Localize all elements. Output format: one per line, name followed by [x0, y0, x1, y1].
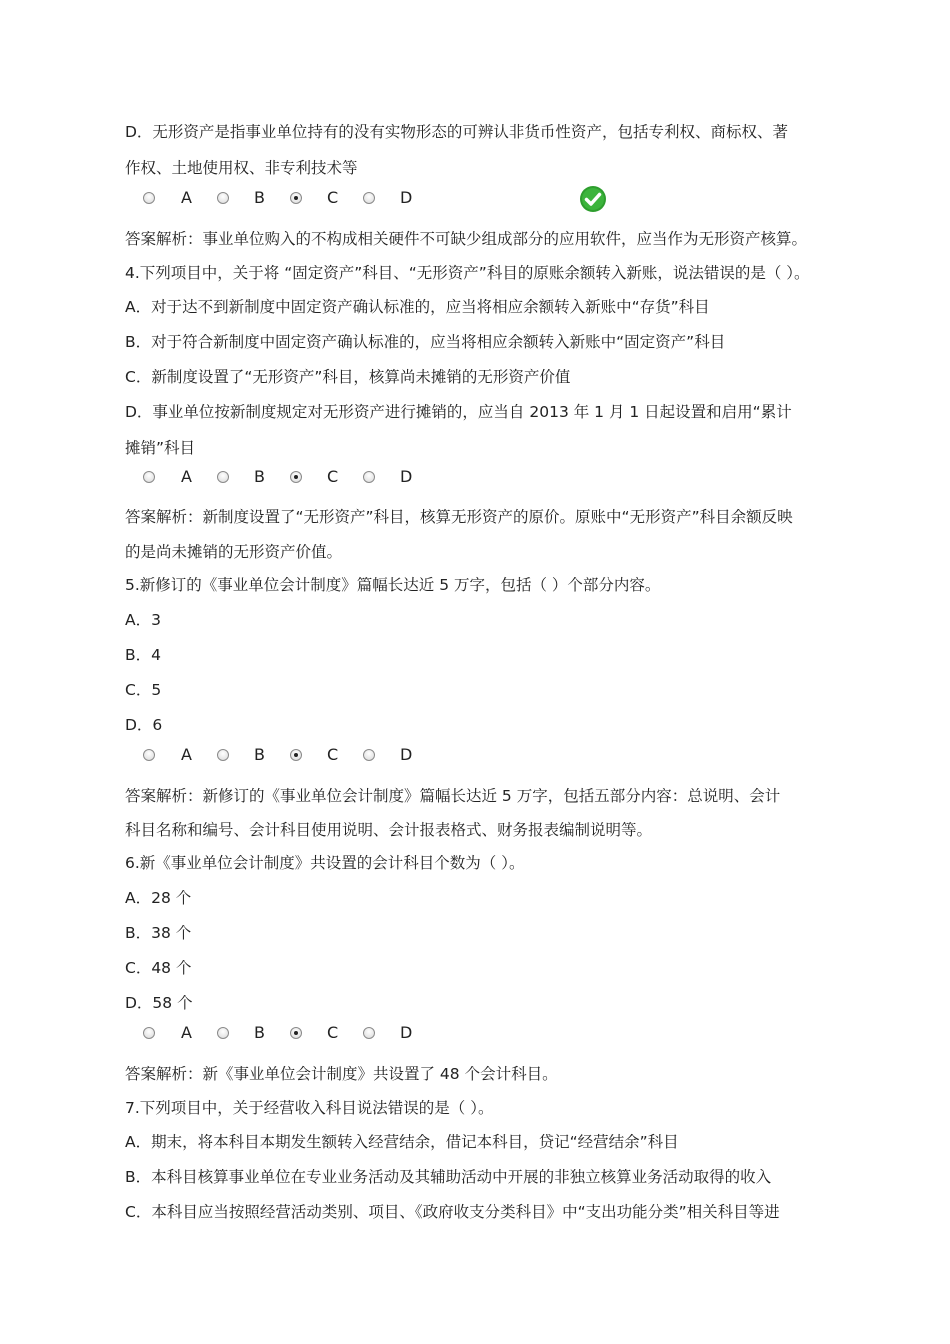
q3-option-d-line1: D．无形资产是指事业单位持有的没有实物形态的可辨认非货币性资产，包括专利权、商标权、著 — [125, 123, 788, 141]
radio-b-label: B — [254, 467, 265, 486]
radio-a[interactable] — [143, 749, 155, 761]
q7-option-c: C．本科目应当按照经营活动类别、项目、《政府收支分类科目》中“支出功能分类”相关科目等进 — [125, 1203, 780, 1221]
q6-analysis: 答案解析：新《事业单位会计制度》共设置了 48 个会计科目。 — [125, 1065, 558, 1083]
radio-d-label: D — [400, 188, 413, 207]
radio-a[interactable] — [143, 1027, 155, 1039]
radio-c-label: C — [327, 1023, 339, 1042]
radio-b[interactable] — [217, 1027, 229, 1039]
radio-d-label: D — [400, 467, 413, 486]
radio-d[interactable] — [363, 471, 375, 483]
radio-c-selected[interactable] — [290, 1027, 302, 1039]
radio-a-label: A — [181, 188, 192, 207]
q4-analysis-line1: 答案解析：新制度设置了“无形资产”科目，核算无形资产的原价。原账中“无形资产”科目余额反映 — [125, 508, 793, 526]
radio-c-selected[interactable] — [290, 471, 302, 483]
q4-analysis-line2: 的是尚未摊销的无形资产价值。 — [125, 543, 343, 561]
q4-option-c: C．新制度设置了“无形资产”科目，核算尚未摊销的无形资产价值 — [125, 368, 571, 386]
q7-option-b: B．本科目核算事业单位在专业业务活动及其辅助活动中开展的非独立核算业务活动取得的收入 — [125, 1168, 772, 1186]
q5-option-d: D．6 — [125, 716, 163, 734]
q4-option-b: B．对于符合新制度中固定资产确认标准的，应当将相应余额转入新账中“固定资产”科目 — [125, 333, 726, 351]
radio-b-label: B — [254, 1023, 265, 1042]
radio-c-selected[interactable] — [290, 192, 302, 204]
radio-b[interactable] — [217, 192, 229, 204]
radio-b-label: B — [254, 745, 265, 764]
q6-option-b: B．38 个 — [125, 924, 192, 942]
q6-option-c: C．48 个 — [125, 959, 192, 977]
radio-a[interactable] — [143, 471, 155, 483]
check-circle-icon — [579, 185, 607, 213]
radio-b[interactable] — [217, 749, 229, 761]
radio-a-label: A — [181, 467, 192, 486]
radio-b[interactable] — [217, 471, 229, 483]
radio-d[interactable] — [363, 192, 375, 204]
radio-b-label: B — [254, 188, 265, 207]
q4-option-d-line2: 摊销”科目 — [125, 439, 196, 457]
q5-option-a: A．3 — [125, 611, 161, 629]
q6-option-d: D．58 个 — [125, 994, 193, 1012]
q3-analysis: 答案解析：事业单位购入的不构成相关硬件不可缺少组成部分的应用软件，应当作为无形资产核算。 — [125, 230, 808, 248]
radio-c-label: C — [327, 745, 339, 764]
radio-d-label: D — [400, 745, 413, 764]
q4-option-a: A．对于达不到新制度中固定资产确认标准的，应当将相应余额转入新账中“存货”科目 — [125, 298, 710, 316]
q4-option-d-line1: D．事业单位按新制度规定对无形资产进行摊销的，应当自 2013 年 1 月 1 日起设置和启用“累计 — [125, 403, 792, 421]
radio-c-label: C — [327, 467, 339, 486]
q5-analysis-line1: 答案解析：新修订的《事业单位会计制度》篇幅长达近 5 万字，包括五部分内容：总说明、会计 — [125, 787, 781, 805]
radio-a[interactable] — [143, 192, 155, 204]
q7-option-a: A．期末，将本科目本期发生额转入经营结余，借记本科目，贷记“经营结余”科目 — [125, 1133, 679, 1151]
q4-stem: 4.下列项目中，关于将 “固定资产”科目、“无形资产”科目的原账余额转入新账，说法错误的是（ ）。 — [125, 264, 810, 282]
q7-stem: 7.下列项目中，关于经营收入科目说法错误的是（ ）。 — [125, 1099, 494, 1117]
radio-a-label: A — [181, 745, 192, 764]
q5-stem: 5.新修订的《事业单位会计制度》篇幅长达近 5 万字，包括（ ）个部分内容。 — [125, 576, 661, 594]
radio-a-label: A — [181, 1023, 192, 1042]
q6-option-a: A．28 个 — [125, 889, 192, 907]
q5-analysis-line2: 科目名称和编号、会计科目使用说明、会计报表格式、财务报表编制说明等。 — [125, 821, 653, 839]
q5-option-c: C．5 — [125, 681, 162, 699]
radio-d[interactable] — [363, 1027, 375, 1039]
q3-option-d-line2: 作权、土地使用权、非专利技术等 — [125, 159, 358, 177]
radio-c-selected[interactable] — [290, 749, 302, 761]
q5-option-b: B．4 — [125, 646, 161, 664]
radio-c-label: C — [327, 188, 339, 207]
radio-d[interactable] — [363, 749, 375, 761]
radio-d-label: D — [400, 1023, 413, 1042]
q6-stem: 6.新《事业单位会计制度》共设置的会计科目个数为（ ）。 — [125, 854, 525, 872]
